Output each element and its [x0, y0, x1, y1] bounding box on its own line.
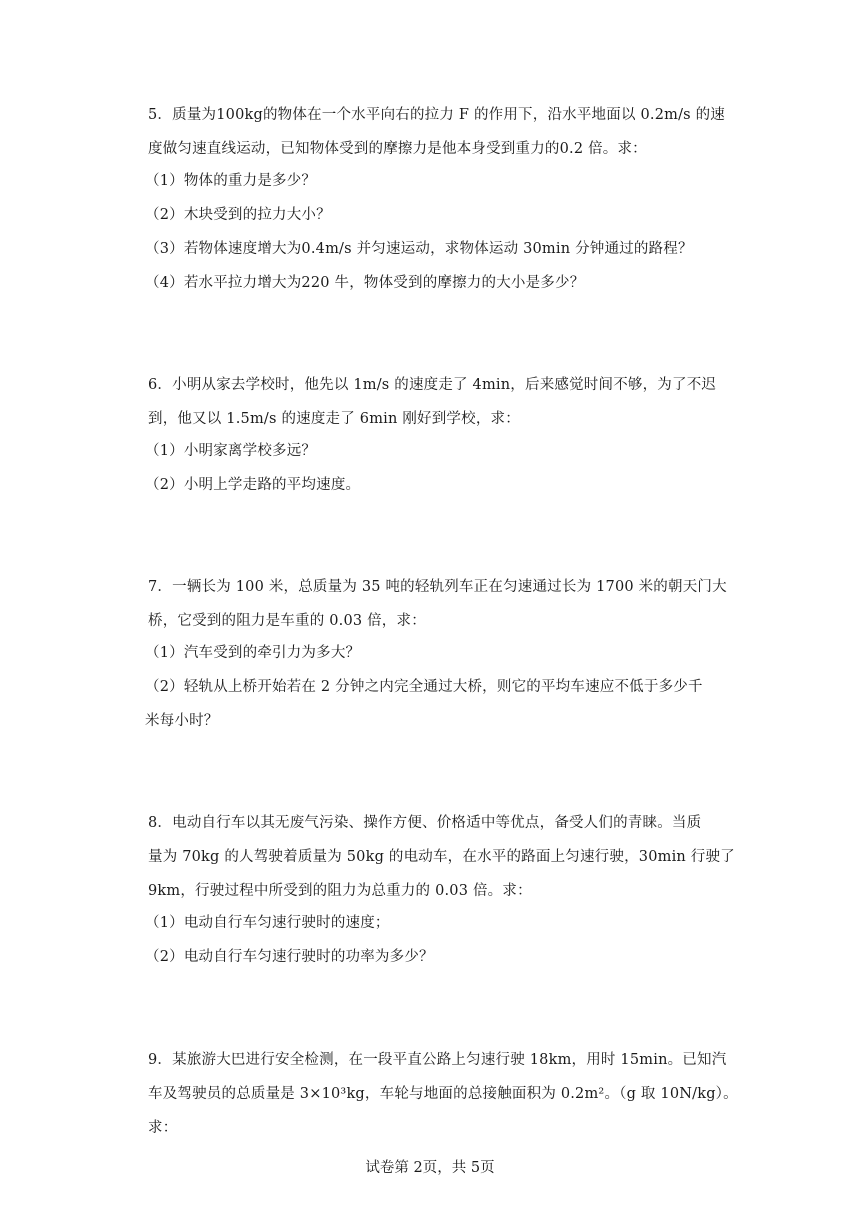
problem-5 — [145, 105, 725, 307]
problem-5-sub-1: （1）物体的重力是多少？ — [145, 173, 317, 189]
problem-7-line-2: 桥，它受到的阻力是车重的 0.03 倍，求： — [148, 613, 426, 629]
problem-6-line-2: 到，他又以 1.5m/s 的速度走了 6min 刚好到学校，求： — [148, 411, 520, 427]
problem-8 — [145, 813, 735, 981]
problem-7-sub-1: （1）汽车受到的牵引力为多大？ — [145, 645, 361, 661]
problem-9-line-3: 求： — [148, 1120, 178, 1136]
page-footer: 试卷第 2页，共 5页 — [365, 1160, 495, 1176]
problem-5-line-1: 5．质量为100kg的物体在一个水平向右的拉力 F 的作用下，沿水平地面以 0.2m/s 的速 — [148, 107, 725, 123]
problem-5-sub-2: （2）木块受到的拉力大小？ — [145, 207, 331, 223]
problem-5-sub-3: （3）若物体速度增大为0.4m/s 并匀速运动，求物体运动 30min 分钟通过的路程？ — [145, 241, 693, 257]
problem-6 — [145, 375, 718, 509]
problem-6-sub-1: （1）小明家离学校多远？ — [145, 443, 317, 459]
problem-8-line-1: 8．电动自行车以其无废气污染、操作方便、价格适中等优点，备受人们的青睐。当质 — [148, 815, 702, 831]
problem-6-line-1: 6．小明从家去学校时，他先以 1m/s 的速度走了 4min，后来感觉时间不够，为了不迟 — [148, 377, 717, 393]
problem-8-sub-1: （1）电动自行车匀速行驶时的速度； — [145, 915, 390, 931]
problem-7-line-1: 7．一辆长为 100 米，总质量为 35 吨的轻轨列车正在匀速通过长为 1700 米的朝天门大 — [148, 579, 727, 595]
problem-8-sub-2: （2）电动自行车匀速行驶时的功率为多少？ — [145, 949, 434, 965]
problem-9-line-1: 9．某旅游大巴进行安全检测，在一段平直公路上匀速行驶 18km，用时 15min。已知汽 — [148, 1052, 727, 1068]
problem-5-sub-4: （4）若水平拉力增大为220 牛，物体受到的摩擦力的大小是多少？ — [145, 275, 585, 291]
problem-8-line-3: 9km，行驶过程中所受到的阻力为总重力的 0.03 倍。求： — [148, 883, 532, 899]
problem-8-line-2: 量为 70kg 的人驾驶着质量为 50kg 的电动车，在水平的路面上匀速行驶，30min 行驶了 — [148, 849, 735, 865]
problem-9-line-2: 车及驾驶员的总质量是 3×10³kg，车轮与地面的总接触面积为 0.2m²。（g 取 10N/kg）。 — [148, 1086, 738, 1102]
problem-7 — [145, 577, 727, 745]
problem-9 — [148, 1050, 738, 1152]
problem-5-line-2: 度做匀速直线运动，已知物体受到的摩擦力是他本身受到重力的0.2 倍。求： — [148, 141, 647, 157]
problem-6-sub-2: （2）小明上学走路的平均速度。 — [145, 477, 361, 493]
problem-7-sub-2: （2）轻轨从上桥开始若在 2 分钟之内完全通过大桥，则它的平均车速应不低于多少千 — [145, 679, 703, 695]
problem-7-sub-2-cont: 米每小时？ — [145, 713, 219, 729]
